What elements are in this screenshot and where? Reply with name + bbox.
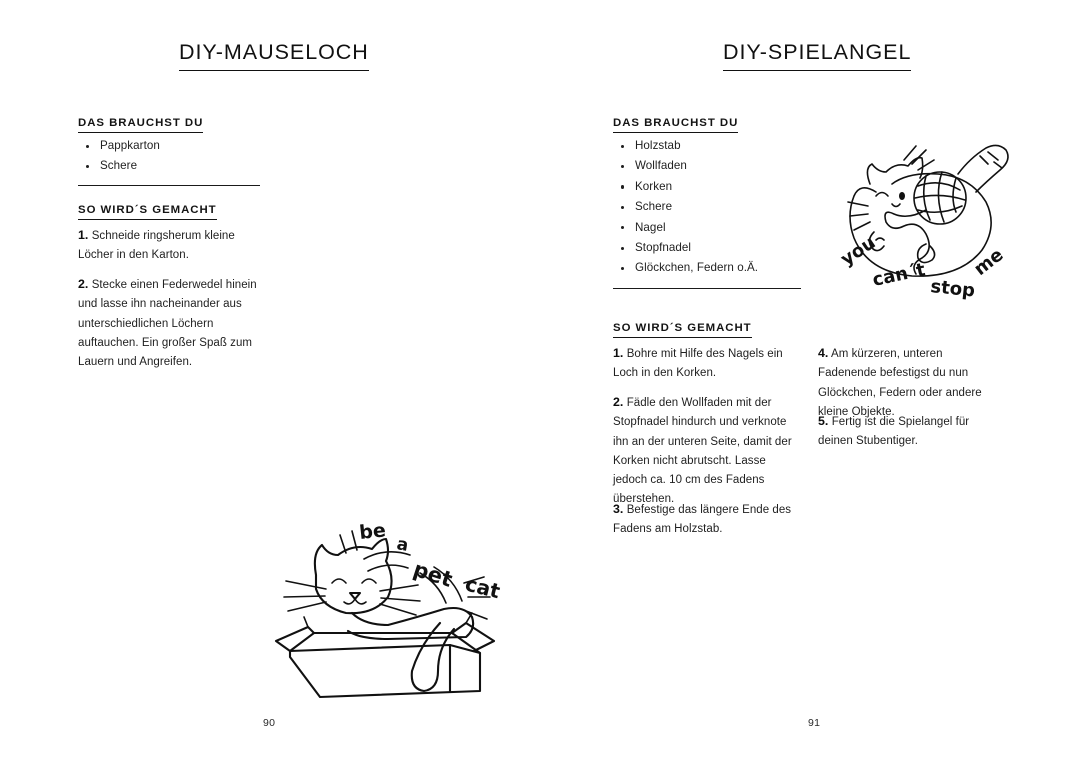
cat-eye-left <box>876 193 888 197</box>
left-materials-heading: DAS BRAUCHST DU <box>78 117 203 133</box>
right-steps-heading: SO WIRD´S GEMACHT <box>613 322 752 338</box>
cat-eye-right <box>362 579 376 583</box>
step-text: Schneide ringsherum kleine Löcher in den Karton. <box>78 230 235 262</box>
cat-in-cardboard-box-illustration <box>268 505 518 705</box>
svg-text:you: you <box>837 232 880 271</box>
right-step-5 <box>818 412 1000 452</box>
left-steps-heading: SO WIRD´S GEMACHT <box>78 204 217 220</box>
list-item: Schere <box>613 197 823 217</box>
step-number: 1. <box>613 346 624 360</box>
right-page <box>540 0 1080 766</box>
list-item: Holzstab <box>613 136 823 156</box>
cardboard-box <box>290 633 480 697</box>
right-step-1 <box>613 344 801 384</box>
list-item: Pappkarton <box>78 136 278 156</box>
step-number: 5. <box>818 414 829 428</box>
step-text: Stecke einen Federwedel hinein und lasse ihn nacheinander aus unterschiedlichen Löchern auftauchen. Ein großer Spaß zum Lauern und Angreifen. <box>78 279 257 369</box>
wand-arm <box>958 145 1008 192</box>
list-item: Nagel <box>613 218 823 238</box>
right-page-title: DIY-SPIELANGEL <box>723 40 911 71</box>
step-number: 2. <box>78 277 89 291</box>
left-step-2 <box>78 275 266 372</box>
step-text: Bohre mit Hilfe des Nagels ein Loch in den Korken. <box>613 348 783 380</box>
list-item: Glöckchen, Federn o.Ä. <box>613 258 823 278</box>
step-text: Fädle den Wollfaden mit der Stopfnadel hindurch und verknote ihn an der unteren Seite, damit der Korken nicht abrutscht. Lasse jedoch ca. 10 cm des Fadens überstehen. <box>613 397 792 506</box>
svg-text:me: me <box>970 244 1008 280</box>
step-number: 3. <box>613 502 624 516</box>
list-item: Korken <box>613 177 823 197</box>
wand-stripes <box>980 152 1002 168</box>
cat-eye-right <box>899 192 905 200</box>
left-page-number: 90 <box>263 717 276 729</box>
right-step-4 <box>818 344 1000 422</box>
step-text: Fertig ist die Spielangel für deinen Stubentiger. <box>818 416 970 448</box>
box-front-edge <box>290 645 480 653</box>
svg-text:pet: pet <box>410 556 456 592</box>
left-materials-list <box>78 136 278 177</box>
list-item: Wollfaden <box>613 156 823 176</box>
right-materials-list <box>613 136 823 279</box>
step-number: 4. <box>818 346 829 360</box>
right-section-divider <box>613 288 801 289</box>
right-step-2 <box>613 393 801 510</box>
cat-mouth <box>344 599 366 604</box>
step-number: 2. <box>613 395 624 409</box>
left-step-1 <box>78 226 264 266</box>
step-text: Befestige das längere Ende des Fadens am Holzstab. <box>613 504 792 536</box>
svg-text:stop: stop <box>929 276 977 302</box>
svg-text:cat: cat <box>462 571 503 604</box>
right-step-3 <box>613 500 801 540</box>
cat-nose <box>892 204 900 207</box>
cat-paw-toes <box>876 238 884 240</box>
illustration-caption <box>837 232 1007 302</box>
step-text: Am kürzeren, unteren Fadenende befestigst du nun Glöckchen, Federn oder andere kleine Objekte. <box>818 348 982 418</box>
list-item: Schere <box>78 156 278 176</box>
svg-text:a: a <box>395 534 410 556</box>
step-number: 1. <box>78 228 89 242</box>
right-materials-heading: DAS BRAUCHST DU <box>613 117 738 133</box>
left-page-title: DIY-MAUSELOCH <box>179 40 369 71</box>
cat-nose <box>350 593 360 599</box>
svg-text:be: be <box>358 519 387 544</box>
left-section-divider <box>78 185 260 186</box>
right-page-number: 91 <box>808 717 821 729</box>
cat-eye-left <box>332 579 346 583</box>
svg-text:can´t: can´t <box>870 259 928 291</box>
list-item: Stopfnadel <box>613 238 823 258</box>
cat-whiskers <box>284 581 420 615</box>
cat-with-yarn-ball-illustration <box>830 140 1030 305</box>
